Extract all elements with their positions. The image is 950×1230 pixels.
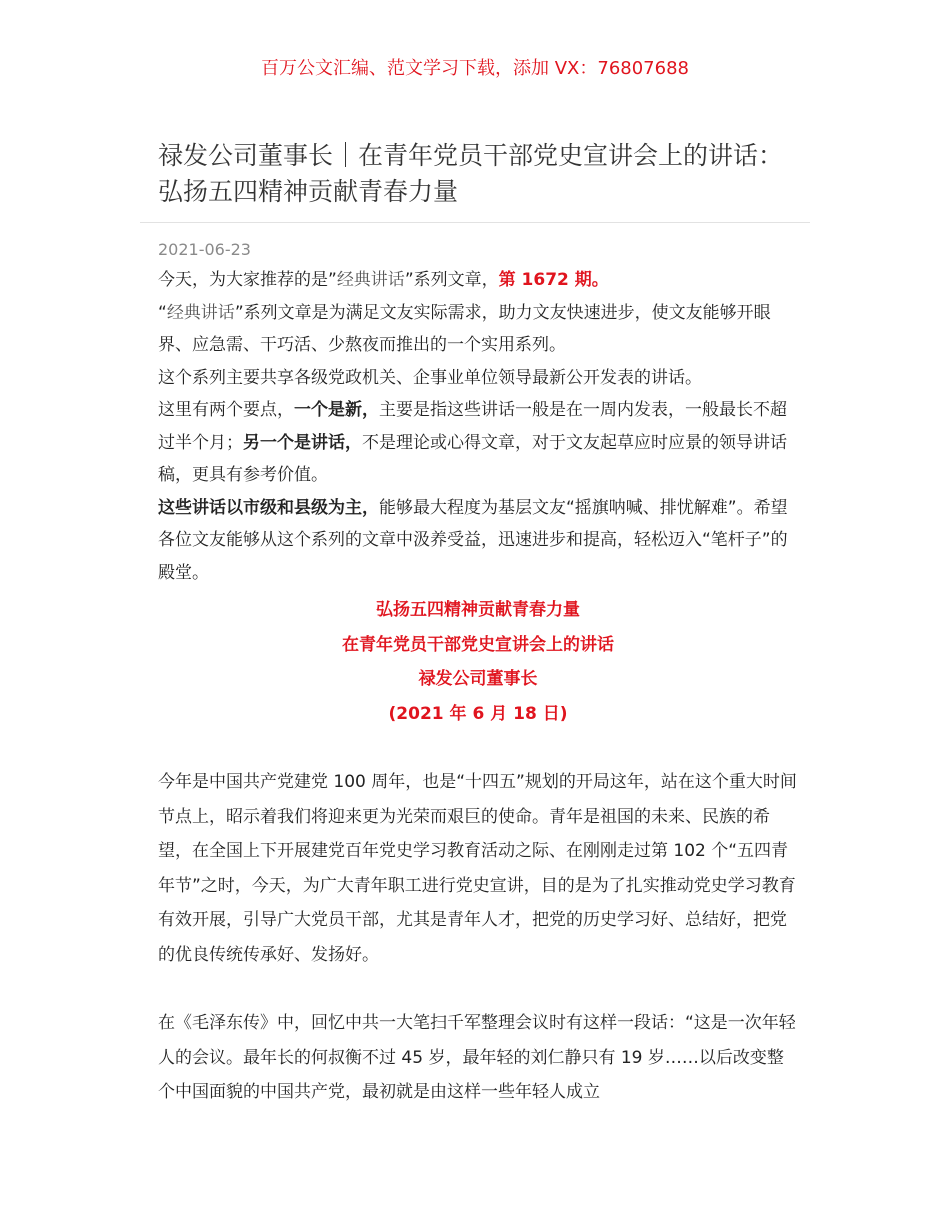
intro-paragraph-3: 这个系列主要共享各级党政机关、企事业单位领导最新公开发表的讲话。 [158,367,702,388]
bold-point: 一个是新， [294,400,379,420]
bold-point: 另一个是讲话， [243,432,362,453]
text-span: ”系列文章， [404,270,499,290]
article-body [158,264,798,1110]
text-span: 主要是指这些讲话一般是在一周内发表，一般最长不超过半个月； [158,400,787,453]
text-span: 这里有两个要点， [158,400,294,420]
bold-point: 这些讲话以市级和县级为主， [158,497,379,518]
speech-date: (2021 年 6 月 18 日) [388,703,568,724]
speech-speaker: 禄发公司董事长 [418,669,538,689]
intro-paragraph-4 [158,394,798,492]
speech-occasion: 在青年党员干部党史宣讲会上的讲话 [342,634,614,655]
text-span: 能够最大程度为基层文友“摇旗呐喊、排忧解难”。希望各位文友能够从这个系列的文章中汲养受益，迅速进步和提高，轻松迈入“笔杆子”的殿堂。 [158,497,788,583]
title-block [140,138,810,223]
article-title: 禄发公司董事长｜在青年党员干部党史宣讲会上的讲话：弘扬五四精神贡献青春力量 [158,141,784,206]
intro-paragraph-5 [158,492,798,590]
intro-paragraph-1 [158,264,798,297]
speech-title: 弘扬五四精神贡献青春力量 [376,600,580,620]
publish-date: 2021-06-23 [158,240,251,259]
text-span: 今天，为大家推荐的是” [158,270,337,290]
series-name: 经典讲话 [166,302,235,323]
intro-paragraph-2 [158,297,798,362]
text-span: “ [158,302,167,323]
issue-number: 第 1672 期。 [498,270,609,290]
text-span: ”系列文章是为满足文友实际需求，助力文友快速进步，使文友能够开眼界、应急需、干巧活、少熬夜而推出的一个实用系列。 [158,302,771,355]
promo-banner: 百万公文汇编、范文学习下载，添加 VX：76807688 [261,58,689,79]
text-span: 不是理论或心得文章，对于文友起草应时应景的领导讲话稿，更具有参考价值。 [158,432,787,485]
speech-paragraph-2: 在《毛泽东传》中，回忆中共一大笔扫千军整理会议时有这样一段话：“这是一次年轻人的会议。最年长的何叔衡不过 45 岁，最年轻的刘仁静只有 19 岁……以后改变整个中国面貌的中国共产党，最初就是由这样一些年轻人成立 [158,1013,796,1102]
speech-paragraph-1: 今年是中国共产党建党 100 周年，也是“十四五”规划的开局这年，站在这个重大时间节点上，昭示着我们将迎来更为光荣而艰巨的使命。青年是祖国的未来、民族的希望，在全国上下开展建党百年党史学习教育活动之际、在刚刚走过第 102 个“五四青年节”之时，今天，为广大青年职工进行党史宣讲，目的是为了扎实推动党史学习教育有效开展，引导广大党员干部，尤其是青年人才，把党的历史学习好、总结好，把党的优良传统传承好、发扬好。 [158,772,797,965]
series-name: 经典讲话 [336,270,405,290]
